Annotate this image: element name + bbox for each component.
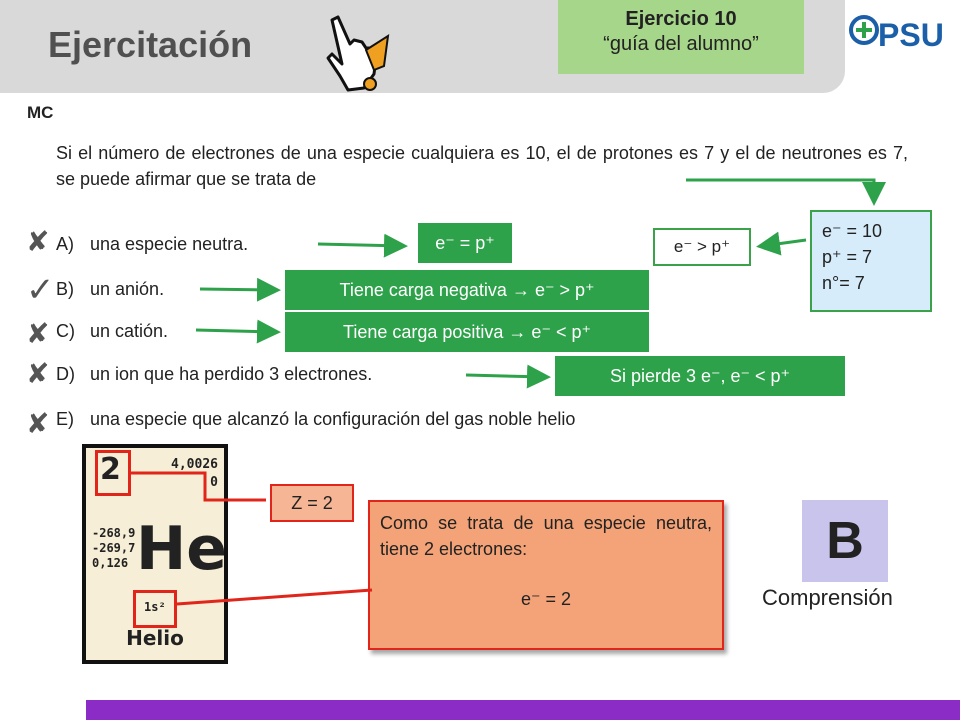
arrow-b [200,289,275,290]
given-neutrons: n°= 7 [822,273,865,293]
question-type-label: MC [27,103,54,122]
page-title: Ejercitación [48,24,253,65]
wrong-mark-c: ✘ [26,318,50,349]
note-anion: Tiene carga negativa → e⁻ > p⁺ [285,270,649,310]
option-letter: C) [56,321,75,341]
arrow-c [196,330,275,332]
element-property: -269,7 [92,541,136,555]
logo-text: PSU [878,17,944,53]
wrong-mark-a: ✘ [26,226,50,257]
atomic-number: 2 [100,452,121,487]
note-neutral: e⁻ = p⁺ [418,223,512,263]
pointing-hand-icon [318,14,390,98]
element-properties [92,526,135,571]
skill-label: Comprensión [762,585,893,610]
element-property: -268,9 [92,526,136,540]
correct-mark-b: ✓ [26,271,55,309]
answer-letter: B [802,500,888,582]
exercise-title: Ejercicio 10 [625,8,737,30]
element-symbol: He [136,514,227,584]
given-data-box [810,210,932,312]
callout-text: Como se trata de una especie neutra, tiene 2 electrones: [380,513,712,559]
arrow-d [466,375,545,377]
psu-logo [848,8,956,68]
note-lost-electrons: Si pierde 3 e⁻, e⁻ < p⁺ [555,356,845,396]
atomic-mass-sub: 0 [210,475,218,490]
option-text: un catión. [90,321,169,341]
option-text: una especie que alcanzó la configuración del gas noble helio [90,409,576,429]
arrow-a [318,244,402,246]
configuration-highlight [133,590,177,628]
exercise-subtitle: “guía del alumno” [603,33,759,55]
option-text: un ion que ha perdido 3 electrones. [90,364,373,384]
option-letter: B) [56,279,74,299]
question-text: Si el número de electrones de una especie cualquiera es 10, el de protones es 7 y el de neutrones es 7, se puede afirmar que se trata de [56,143,908,189]
option-d[interactable] [56,364,372,385]
element-name: Helio [126,626,184,650]
option-letter: E) [56,409,74,429]
element-property: 0,126 [92,556,129,570]
given-electrons: e⁻ = 10 [822,221,883,241]
callout-equation: e⁻ = 2 [520,589,572,609]
explanation-callout [368,500,724,650]
note-compare: e⁻ > p⁺ [653,228,751,266]
note-cation: Tiene carga positiva → e⁻ < p⁺ [285,312,649,352]
option-text: una especie neutra. [90,234,249,254]
atomic-number-note: Z = 2 [270,484,354,522]
atomic-mass-value: 4,0026 [171,457,218,472]
exercise-badge [558,0,804,74]
atomic-number-highlight [95,450,131,496]
atomic-mass [171,456,218,492]
option-letter: A) [56,234,74,254]
option-e[interactable] [56,409,575,430]
wrong-mark-e: ✘ [26,408,50,439]
option-b[interactable] [56,279,164,300]
option-c[interactable] [56,321,168,342]
wrong-mark-d: ✘ [26,358,50,389]
given-protons: p⁺ = 7 [822,247,873,267]
option-letter: D) [56,364,75,384]
electron-configuration: 1s² [144,600,166,614]
option-text: un anión. [90,279,165,299]
option-a[interactable] [56,234,248,255]
arrow-compare [762,240,806,246]
footer-bar [86,700,960,720]
